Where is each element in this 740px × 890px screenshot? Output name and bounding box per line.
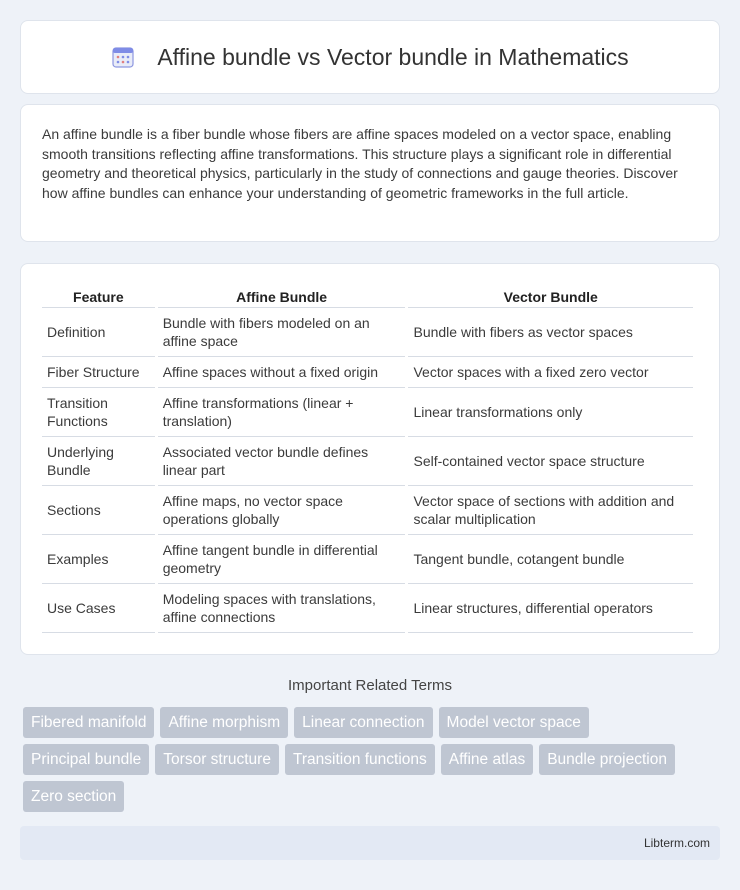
- column-header: Affine Bundle: [158, 284, 406, 308]
- page-title: Affine bundle vs Vector bundle in Mathematics: [157, 43, 629, 70]
- table-cell: Examples: [42, 535, 155, 584]
- table-row: [42, 308, 693, 357]
- table-row: [42, 437, 693, 486]
- related-term-tag[interactable]: Principal bundle: [23, 744, 149, 775]
- related-term-tag[interactable]: Linear connection: [294, 707, 432, 738]
- table-header-row: [42, 284, 693, 308]
- title-card: [20, 20, 720, 94]
- table-cell: Bundle with fibers as vector spaces: [408, 308, 693, 357]
- comparison-card: [20, 263, 720, 655]
- table-cell: Linear transformations only: [408, 388, 693, 437]
- table-cell: Use Cases: [42, 584, 155, 633]
- comparison-table: [39, 284, 696, 633]
- table-cell: Fiber Structure: [42, 357, 155, 388]
- calendar-grid-icon: [111, 45, 135, 69]
- table-row: [42, 535, 693, 584]
- table-cell: Tangent bundle, cotangent bundle: [408, 535, 693, 584]
- intro-card: [20, 104, 720, 242]
- table-cell: Transition Functions: [42, 388, 155, 437]
- table-row: [42, 388, 693, 437]
- table-cell: Bundle with fibers modeled on an affine space: [158, 308, 406, 357]
- related-term-tag[interactable]: Transition functions: [285, 744, 435, 775]
- table-cell: Vector space of sections with addition and scalar multiplication: [408, 486, 693, 535]
- intro-text: An affine bundle is a fiber bundle whose fibers are affine spaces modeled on a vector space, enabling smooth transitions reflecting affine transformations. This structure plays a significant role in differential geometry and theoretical physics, particularly in the study of connections and gauge theories. Discover how affine bundles can enhance your understanding of geometric frameworks in the full article.: [42, 126, 678, 201]
- table-cell: Modeling spaces with translations, affine connections: [158, 584, 406, 633]
- table-row: [42, 486, 693, 535]
- table-cell: Affine transformations (linear + translation): [158, 388, 406, 437]
- column-header: Feature: [42, 284, 155, 308]
- related-terms-list: [23, 707, 713, 818]
- related-term-tag[interactable]: Bundle projection: [539, 744, 675, 775]
- table-row: [42, 357, 693, 388]
- related-term-tag[interactable]: Affine morphism: [160, 707, 288, 738]
- table-cell: Associated vector bundle defines linear part: [158, 437, 406, 486]
- footer: [20, 826, 720, 860]
- related-term-tag[interactable]: Torsor structure: [155, 744, 279, 775]
- table-row: [42, 584, 693, 633]
- table-cell: Definition: [42, 308, 155, 357]
- footer-site-link[interactable]: Libterm.com: [643, 836, 710, 850]
- table-cell: Self-contained vector space structure: [408, 437, 693, 486]
- related-term-tag[interactable]: Model vector space: [439, 707, 589, 738]
- table-cell: Affine maps, no vector space operations globally: [158, 486, 406, 535]
- related-terms-heading: Important Related Terms: [288, 677, 452, 694]
- table-cell: Sections: [42, 486, 155, 535]
- related-term-tag[interactable]: Affine atlas: [441, 744, 533, 775]
- table-cell: Vector spaces with a fixed zero vector: [408, 357, 693, 388]
- table-cell: Underlying Bundle: [42, 437, 155, 486]
- table-cell: Affine tangent bundle in differential geometry: [158, 535, 406, 584]
- table-cell: Linear structures, differential operators: [408, 584, 693, 633]
- related-term-tag[interactable]: Zero section: [23, 781, 124, 812]
- table-cell: Affine spaces without a fixed origin: [158, 357, 406, 388]
- column-header: Vector Bundle: [408, 284, 693, 308]
- related-term-tag[interactable]: Fibered manifold: [23, 707, 154, 738]
